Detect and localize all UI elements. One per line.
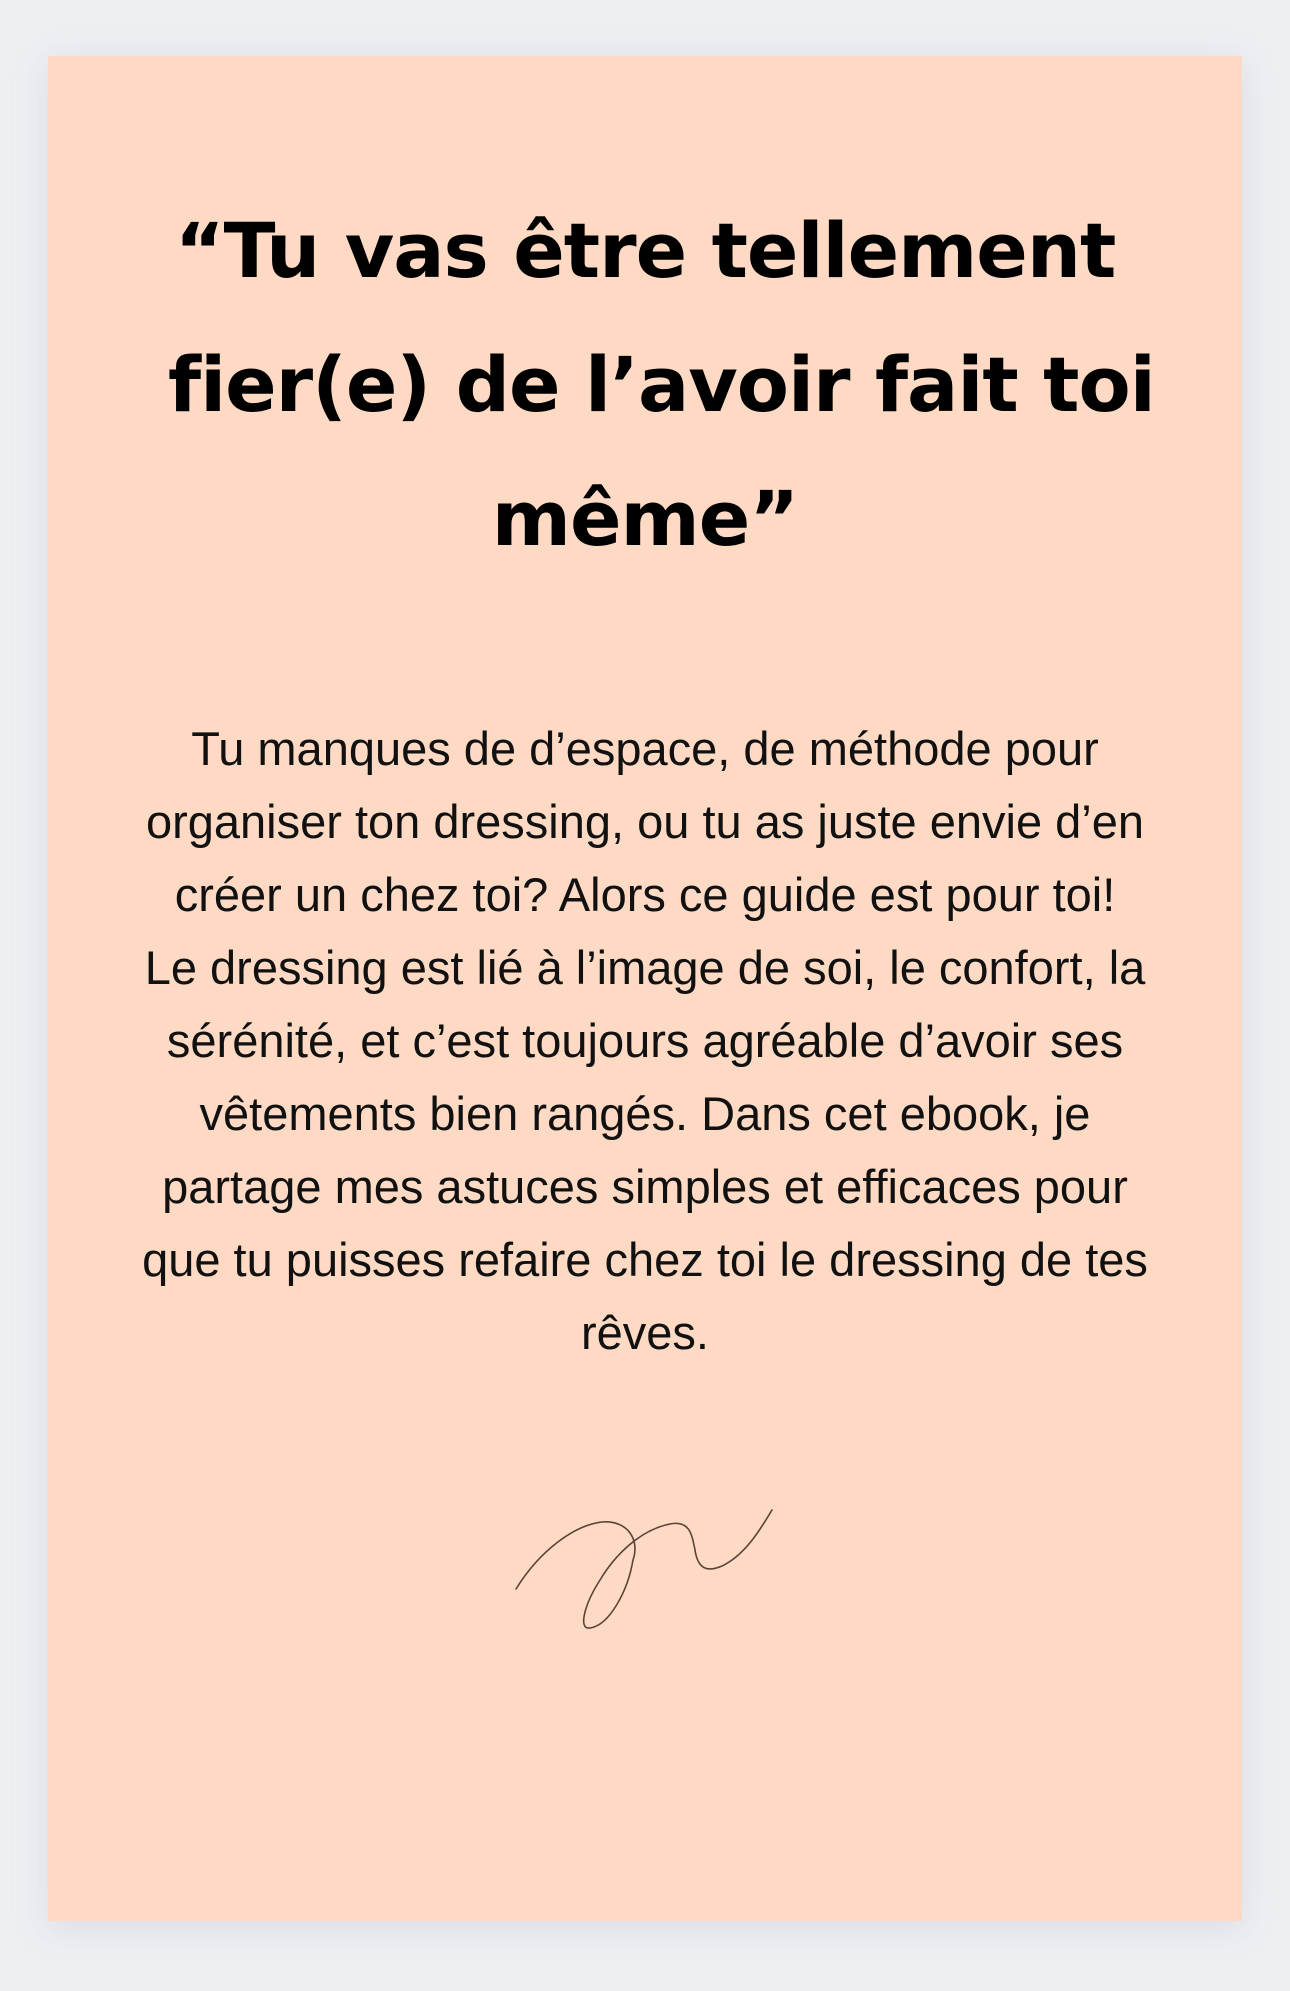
- paragraph-line: que tu puisses refaire chez toi le dressing de tes: [142, 1233, 1148, 1286]
- paragraph-line: partage mes astuces simples et efficaces pour: [162, 1160, 1128, 1213]
- heading-line: même”: [491, 474, 799, 563]
- paragraph-line: Tu manques de d’espace, de méthode pour: [191, 722, 1099, 775]
- paragraph-line: créer un chez toi? Alors ce guide est pour toi!: [174, 868, 1116, 921]
- quote-heading: [48, 184, 1242, 586]
- paragraph-line: Le dressing est lié à l’image de soi, le confort, la: [144, 941, 1146, 994]
- description-paragraph: [48, 712, 1242, 1369]
- paragraph-line: vêtements bien rangés. Dans cet ebook, je: [199, 1087, 1091, 1140]
- heading-line: fier(e) de l’avoir fait toi: [168, 340, 1155, 429]
- heading-line: “Tu vas être tellement: [174, 206, 1116, 295]
- handwritten-signature-icon: [500, 1490, 780, 1640]
- paragraph-line: organiser ton dressing, ou tu as juste envie d’en: [145, 795, 1145, 848]
- paragraph-line: rêves.: [581, 1306, 709, 1359]
- quote-card: [48, 56, 1242, 1921]
- paragraph-line: sérénité, et c’est toujours agréable d’avoir ses: [166, 1014, 1124, 1067]
